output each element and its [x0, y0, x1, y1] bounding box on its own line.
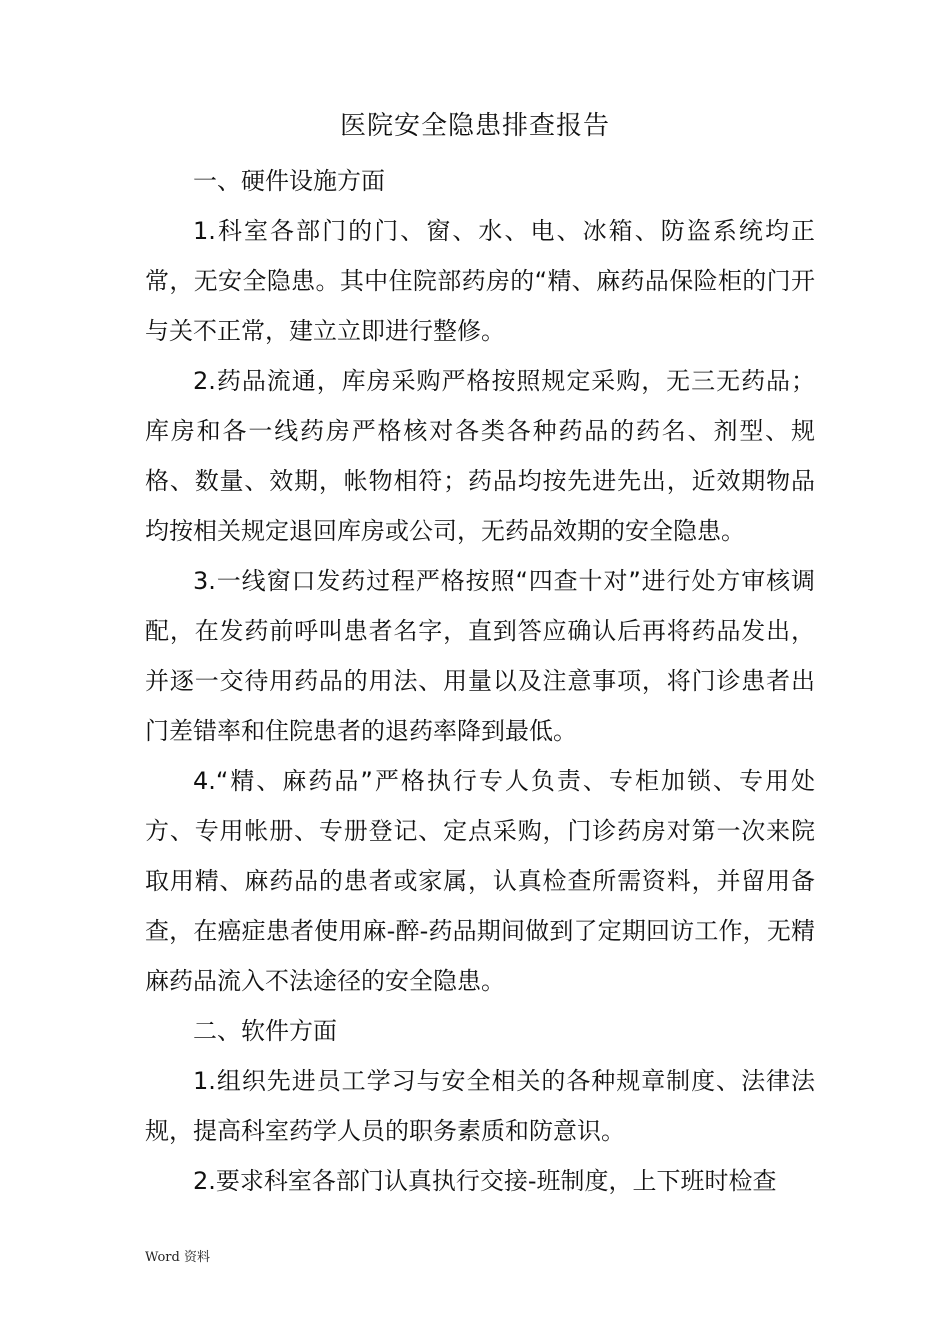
document-title: 医院安全隐患排查报告 [339, 111, 610, 141]
paragraph-software-1: 1.组织先进员工学习与安全相关的各种规章制度、法律法规，提高科室药学人员的职务素质和防意识。 [145, 1067, 815, 1145]
paragraph-hardware-2: 2.药品流通，库房采购严格按照规定采购，无三无药品；库房和各一线药房严格核对各类各种药品的药名、剂型、规格、数量、效期，帐物相符；药品均按先进先出，近效期物品均按相关规定退回库房或公司，无药品效期的安全隐患。 [145, 367, 815, 545]
page-footer: Word 资料 [145, 1250, 210, 1265]
paragraph-hardware-1: 1.科室各部门的门、窗、水、电、冰箱、防盗系统均正常，无安全隐患。其中住院部药房的“精、麻药品保险柜的门开与关不正常，建立立即进行整修。 [145, 217, 815, 345]
section-heading-hardware: 一、硬件设施方面 [193, 167, 385, 195]
paragraph-software-2: 2.要求科室各部门认真执行交接-班制度，上下班时检查 [193, 1167, 777, 1195]
document-body [145, 156, 815, 1206]
paragraph-hardware-3: 3.一线窗口发药过程严格按照“四查十对”进行处方审核调配，在发药前呼叫患者名字，直到答应确认后再将药品发出，并逐一交待用药品的用法、用量以及注意事项，将门诊患者出门差错率和住院患者的退药率降到最低。 [145, 567, 815, 745]
paragraph-hardware-4: 4.“精、麻药品”严格执行专人负责、专柜加锁、专用处方、专用帐册、专册登记、定点采购，门诊药房对第一次来院取用精、麻药品的患者或家属，认真检查所需资料，并留用备查，在癌症患者使用麻-醉-药品期间做到了定期回访工作，无精麻药品流入不法途径的安全隐患。 [145, 767, 815, 995]
section-heading-software: 二、软件方面 [193, 1017, 337, 1045]
